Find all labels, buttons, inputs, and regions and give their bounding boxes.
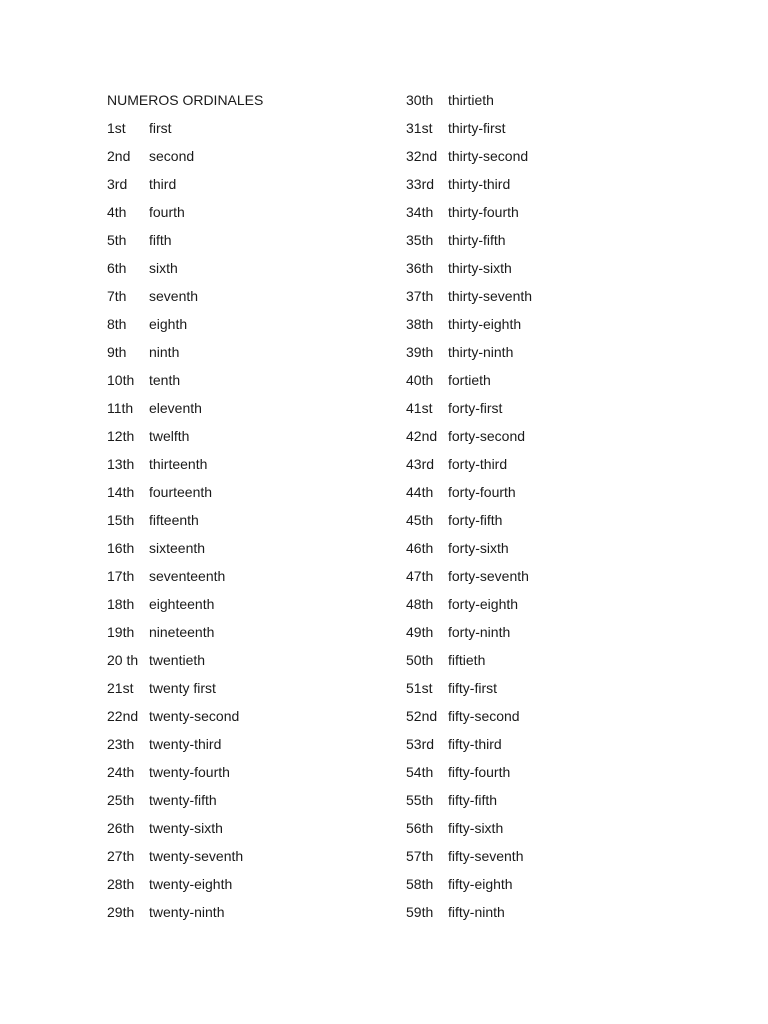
ordinal-word: eighth xyxy=(149,316,188,332)
ordinal-row xyxy=(107,368,263,396)
ordinal-word: thirty-eighth xyxy=(448,316,522,332)
ordinal-word: fifth xyxy=(149,232,172,248)
ordinal-word: thirty-sixth xyxy=(448,260,512,276)
ordinal-row xyxy=(107,620,263,648)
ordinal-row xyxy=(406,480,516,508)
ordinal-number: 49th xyxy=(406,624,434,640)
ordinal-row xyxy=(406,200,519,228)
ordinal-number: 42nd xyxy=(406,428,438,444)
ordinal-number: 13th xyxy=(107,456,135,472)
ordinal-number: 6th xyxy=(107,260,127,276)
ordinal-word: forty-third xyxy=(448,456,508,472)
ordinal-number: 2nd xyxy=(107,148,131,164)
ordinal-row xyxy=(107,788,263,816)
ordinal-word: forty-fourth xyxy=(448,484,516,500)
ordinal-word: fiftieth xyxy=(448,652,486,668)
ordinal-row xyxy=(107,172,263,200)
ordinal-word: thirty-ninth xyxy=(448,344,514,360)
ordinal-word: twenty-fourth xyxy=(149,764,230,780)
right-column xyxy=(406,88,533,928)
ordinal-word: fifty-sixth xyxy=(448,820,504,836)
ordinal-number: 17th xyxy=(107,568,135,584)
ordinal-row xyxy=(107,508,263,536)
ordinal-word: second xyxy=(149,148,195,164)
ordinal-row xyxy=(406,312,522,340)
ordinal-word: thirty-second xyxy=(448,148,529,164)
ordinal-row xyxy=(406,732,502,760)
ordinal-row xyxy=(107,900,263,928)
ordinal-word: forty-second xyxy=(448,428,526,444)
ordinal-row xyxy=(406,704,520,732)
ordinal-row xyxy=(107,704,263,732)
ordinal-row xyxy=(406,144,529,172)
ordinal-word: third xyxy=(149,176,177,192)
ordinal-word: seventeenth xyxy=(149,568,226,584)
ordinal-word: twentieth xyxy=(149,652,206,668)
ordinal-number: 45th xyxy=(406,512,434,528)
ordinal-row xyxy=(406,844,524,872)
ordinal-row xyxy=(107,844,263,872)
ordinal-word: fifty-second xyxy=(448,708,520,724)
ordinal-number: 15th xyxy=(107,512,135,528)
ordinal-word: fourteenth xyxy=(149,484,213,500)
ordinal-word: nineteenth xyxy=(149,624,215,640)
ordinal-number: 35th xyxy=(406,232,434,248)
ordinal-row xyxy=(107,284,263,312)
ordinal-word: forty-ninth xyxy=(448,624,511,640)
ordinal-number: 36th xyxy=(406,260,434,276)
ordinal-number: 30th xyxy=(406,92,434,108)
ordinal-number: 8th xyxy=(107,316,127,332)
ordinal-number: 50th xyxy=(406,652,434,668)
ordinal-row xyxy=(406,256,512,284)
ordinal-word: forty-eighth xyxy=(448,596,519,612)
ordinal-number: 16th xyxy=(107,540,135,556)
ordinal-number: 4th xyxy=(107,204,127,220)
left-column xyxy=(107,88,263,928)
ordinal-number: 19th xyxy=(107,624,135,640)
ordinal-word: fortieth xyxy=(448,372,491,388)
ordinal-word: thirtieth xyxy=(448,92,494,108)
ordinal-number: 9th xyxy=(107,344,127,360)
ordinal-word: eighteenth xyxy=(149,596,215,612)
ordinal-row xyxy=(107,312,263,340)
ordinal-number: 52nd xyxy=(406,708,438,724)
ordinal-row xyxy=(107,452,263,480)
ordinal-word: fifty-ninth xyxy=(448,904,505,920)
ordinal-row xyxy=(406,340,514,368)
ordinal-number: 48th xyxy=(406,596,434,612)
ordinal-word: thirty-seventh xyxy=(448,288,533,304)
ordinal-row xyxy=(406,564,529,592)
ordinal-row xyxy=(406,816,504,844)
ordinal-number: 40th xyxy=(406,372,434,388)
ordinal-word: twenty-sixth xyxy=(149,820,223,836)
ordinal-word: fifty-seventh xyxy=(448,848,524,864)
ordinal-row xyxy=(107,144,263,172)
ordinal-word: fifty-fourth xyxy=(448,764,511,780)
ordinal-number: 33rd xyxy=(406,176,435,192)
ordinal-row xyxy=(406,788,498,816)
ordinal-number: 21st xyxy=(107,680,134,696)
ordinal-word: thirteenth xyxy=(149,456,208,472)
ordinal-row xyxy=(107,228,263,256)
ordinal-number: 18th xyxy=(107,596,135,612)
ordinal-word: forty-sixth xyxy=(448,540,509,556)
ordinal-number: 47th xyxy=(406,568,434,584)
ordinal-word: twenty first xyxy=(149,680,216,696)
ordinal-number: 38th xyxy=(406,316,434,332)
ordinal-row xyxy=(406,116,506,144)
ordinal-row xyxy=(406,592,519,620)
ordinal-number: 46th xyxy=(406,540,434,556)
ordinal-number: 57th xyxy=(406,848,434,864)
ordinal-number: 43rd xyxy=(406,456,435,472)
ordinal-number: 29th xyxy=(107,904,135,920)
ordinal-row xyxy=(107,872,263,900)
ordinal-number: 39th xyxy=(406,344,434,360)
ordinal-row xyxy=(107,760,263,788)
ordinal-row xyxy=(107,256,263,284)
ordinal-row xyxy=(107,816,263,844)
ordinal-row xyxy=(406,172,511,200)
ordinal-number: 55th xyxy=(406,792,434,808)
ordinal-number: 24th xyxy=(107,764,135,780)
ordinal-row xyxy=(406,900,505,928)
ordinal-word: fifteenth xyxy=(149,512,199,528)
ordinal-word: fifty-first xyxy=(448,680,497,696)
ordinal-row xyxy=(406,396,503,424)
ordinal-row xyxy=(406,760,511,788)
ordinal-word: first xyxy=(149,120,172,136)
ordinal-number: 44th xyxy=(406,484,434,500)
ordinal-number: 5th xyxy=(107,232,127,248)
ordinal-number: 10th xyxy=(107,372,135,388)
ordinal-number: 28th xyxy=(107,876,135,892)
ordinal-word: tenth xyxy=(149,372,181,388)
ordinal-word: thirty-fourth xyxy=(448,204,519,220)
ordinal-number: 54th xyxy=(406,764,434,780)
ordinal-number: 31st xyxy=(406,120,433,136)
ordinal-row xyxy=(406,648,486,676)
ordinal-row xyxy=(406,676,497,704)
ordinal-number: 25th xyxy=(107,792,135,808)
ordinal-word: thirty-fifth xyxy=(448,232,506,248)
ordinal-word: sixth xyxy=(149,260,178,276)
ordinal-row xyxy=(406,284,533,312)
ordinal-number: 59th xyxy=(406,904,434,920)
ordinal-row xyxy=(107,200,263,228)
ordinal-row xyxy=(406,536,509,564)
ordinal-number: 37th xyxy=(406,288,434,304)
ordinal-row xyxy=(107,396,263,424)
ordinal-row xyxy=(107,732,263,760)
ordinal-number: 20 th xyxy=(107,652,139,668)
ordinal-number: 14th xyxy=(107,484,135,500)
ordinal-word: twenty-ninth xyxy=(149,904,225,920)
ordinal-word: twelfth xyxy=(149,428,190,444)
ordinal-number: 56th xyxy=(406,820,434,836)
ordinal-number: 1st xyxy=(107,120,126,136)
ordinal-row xyxy=(406,424,526,452)
ordinal-number: 41st xyxy=(406,400,433,416)
document-heading: NUMEROS ORDINALES xyxy=(107,92,264,108)
ordinal-number: 11th xyxy=(107,400,134,416)
ordinal-number: 27th xyxy=(107,848,135,864)
ordinal-number: 58th xyxy=(406,876,434,892)
ordinal-number: 22nd xyxy=(107,708,139,724)
ordinal-word: thirty-first xyxy=(448,120,506,136)
ordinal-word: forty-fifth xyxy=(448,512,503,528)
ordinal-word: forty-seventh xyxy=(448,568,529,584)
ordinal-row xyxy=(406,508,503,536)
ordinal-word: thirty-third xyxy=(448,176,511,192)
ordinal-row xyxy=(107,676,263,704)
ordinal-word: sixteenth xyxy=(149,540,206,556)
ordinal-word: fifty-third xyxy=(448,736,502,752)
ordinal-row xyxy=(406,452,508,480)
ordinal-row xyxy=(107,424,263,452)
ordinal-number: 12th xyxy=(107,428,135,444)
ordinal-word: twenty-third xyxy=(149,736,222,752)
ordinal-word: fifty-fifth xyxy=(448,792,498,808)
ordinal-row xyxy=(406,872,513,900)
ordinal-number: 7th xyxy=(107,288,127,304)
ordinal-number: 3rd xyxy=(107,176,128,192)
ordinal-word: fifty-eighth xyxy=(448,876,513,892)
ordinal-word: eleventh xyxy=(149,400,202,416)
ordinal-number: 26th xyxy=(107,820,135,836)
ordinal-row xyxy=(107,480,263,508)
ordinal-row xyxy=(107,592,263,620)
ordinal-row xyxy=(107,340,263,368)
ordinal-word: forty-first xyxy=(448,400,503,416)
ordinal-word: twenty-seventh xyxy=(149,848,244,864)
ordinal-number: 23th xyxy=(107,736,135,752)
ordinal-word: twenty-second xyxy=(149,708,240,724)
ordinal-word: ninth xyxy=(149,344,180,360)
ordinal-number: 51st xyxy=(406,680,433,696)
ordinal-number: 53rd xyxy=(406,736,435,752)
ordinal-number: 32nd xyxy=(406,148,438,164)
ordinal-row xyxy=(107,116,263,144)
ordinal-row xyxy=(406,228,506,256)
ordinal-row xyxy=(107,648,263,676)
ordinal-row xyxy=(406,620,511,648)
ordinal-word: twenty-fifth xyxy=(149,792,217,808)
ordinal-row xyxy=(406,368,491,396)
ordinal-row xyxy=(107,536,263,564)
ordinal-word: twenty-eighth xyxy=(149,876,233,892)
ordinal-word: fourth xyxy=(149,204,185,220)
ordinal-row xyxy=(107,564,263,592)
ordinal-row xyxy=(406,88,494,116)
ordinal-word: seventh xyxy=(149,288,199,304)
ordinal-number: 34th xyxy=(406,204,434,220)
